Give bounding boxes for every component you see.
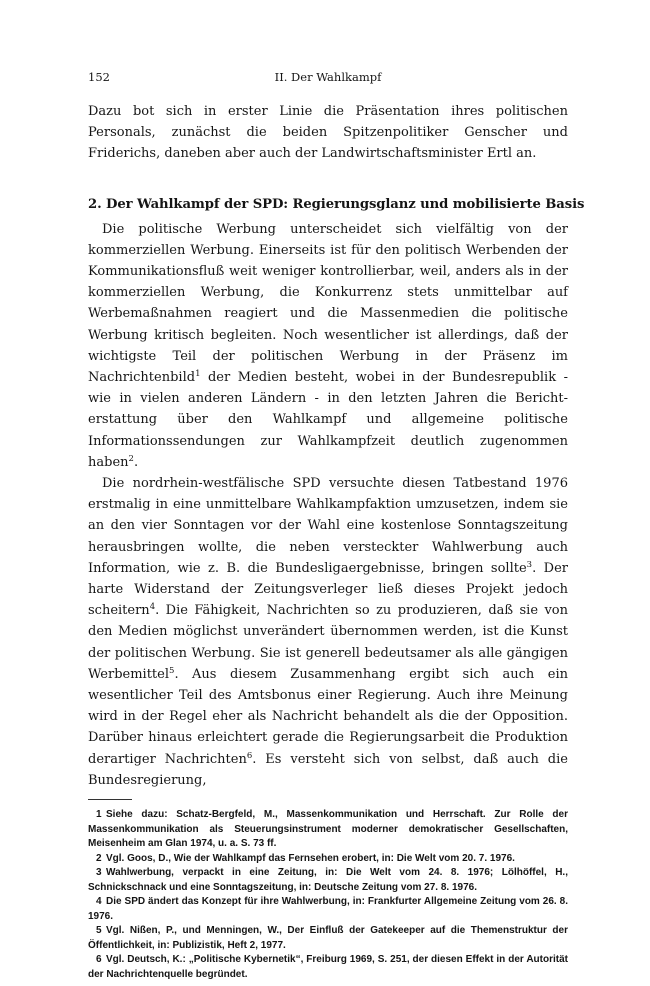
paragraph-text: Die nordrhein-westfälische SPD versuchte diesen Tatbestand 1976 erstmalig in eine unmittelbare Wahlkampfaktion umzusetzen, indem sie an den vier Sonntagen vor der Wahl eine kostenlose Sonntagszeitung herausbringen wollte, die neben versteckter Wahlwerbung auch Information, wie z. B. die Bundesligaergebnisse, bringen sollte [88,476,568,576]
paragraph-text: . Der harte Widerstand der Zeitungsverleger ließ dieses Projekt jedoch scheitern [88,560,568,619]
footnote-number: 2 [96,852,102,864]
footnote-text: Wahlwerbung, verpackt in eine Zeitung, in: Die Welt vom 24. 8. 1976; Lölhöffel, H., Schnickschnack und eine Sonntagszeitung, in: Deutsche Zeitung vom 27. 8. 1976. [88,867,568,893]
footnote-number: 3 [96,867,102,879]
footnote-separator [88,799,132,800]
footnote-text: Die SPD ändert das Konzept für ihre Wahlwerbung, in: Frankfurter Allgemeine Zeitung vom 26. 8. 1976. [88,896,568,922]
footnote [88,953,568,982]
footnote-text: Vgl. Goos, D., Wie der Wahlkampf das Fernsehen erobert, in: Die Welt vom 20. 7. 1976. [106,852,515,864]
footnote-reference-2: 2 [128,453,134,464]
footnote-text: Vgl. Deutsch, K.: „Politische Kybernetik“, Freiburg 1969, S. 251, der diesen Effekt in der Autorität der Nachrichtenquelle begründet. [88,954,568,980]
body-paragraph-2 [88,473,568,791]
intro-paragraph: Dazu bot sich in erster Linie die Präsentation ihres politischen Personals, zunächst die beiden Spitzenpolitiker Genscher und Friderichs, daneben aber auch der Landwirtschaftsminister Ertl an. [88,104,568,162]
paragraph-text: . Es versteht sich von selbst, daß auch die Bundesregierung, [88,751,568,788]
footnote-number: 6 [96,954,102,966]
footnotes [88,808,568,982]
footnote [88,852,568,867]
footnote-text: Siehe dazu: Schatz-Bergfeld, M., Massenkommunikation und Herrschaft. Zur Rolle der Massenkommunikation als Steuerungsinstrument moderner demokratischer Gesellschaften, Meisenheim am Glan 1974, u. a. S. 73 ff. [88,809,568,850]
footnote-text: Vgl. Nißen, P., und Menningen, W., Der Einfluß der Gatekeeper auf die Themenstruktur der Öffentlichkeit, in: Publizistik, Heft 2, 1977. [88,925,568,951]
page-number: 152 [88,70,110,84]
paragraph-text: . Aus diesem Zusammenhang ergibt sich auch ein wesentlicher Teil des Amtsbonus einer Regierung. Auch ihre Meinung wird in der Regel eher als Nachricht behandelt als die der Opposition. Darüber hinaus erleichtert gerade die Regierungsarbeit die Produktion derartiger Nachrichten [88,666,568,767]
footnote-number: 1 [96,809,102,821]
paragraph-text: . [133,454,139,470]
footnote-reference-5: 5 [169,665,175,676]
footnote-number: 5 [96,925,102,937]
book-page [88,70,585,982]
paragraph-text: . Die Fähigkeit, Nachrichten so zu produzieren, daß sie von den Medien möglichst unverändert übernommen werden, ist die Kunst der politischen Werbung. Sie ist generell bedeutsamer als alle gängigen Werbemittel [88,603,568,682]
running-head: II. Der Wahlkampf [274,70,382,84]
footnote [88,866,568,895]
body-paragraph-1 [88,219,568,473]
footnote [88,924,568,953]
footnote-reference-6: 6 [246,750,253,761]
footnote-reference-1: 1 [195,369,201,380]
footnote-reference-4: 4 [149,602,156,613]
page-header [88,70,568,90]
section-heading: 2. Der Wahlkampf der SPD: Regierungsglanz und mobilisierte Basis [88,196,585,212]
paragraph-text: der Medien besteht, wobei in der Bundesrepublik - wie in vielen anderen Ländern - in den letzten Jahren die Berichterstattung über den Wahlkampf und allgemeine politische Informationssendungen zur Wahlkampfzeit deutlich zugenommen haben [88,370,568,470]
footnote [88,895,568,924]
footnote-number: 4 [96,896,102,908]
footnote-reference-3: 3 [526,559,533,570]
footnote [88,808,568,852]
paragraph-text: Die politische Werbung unterscheidet sich vielfältig von der kommerziellen Werbung. Einerseits ist für den politisch Werbenden der Kommunikationsfluß weit weniger kontrollierbar, weil, anders als in der kommerziellen Werbung, die Konkurrenz stets unmittelbar auf Werbemaßnahmen reagiert und die Massenmedien die politische Werbung kritisch begleiten. Noch wesentlicher ist allerdings, daß der wichtigste Teil der politischen Werbung in der Präsenz im Nachrichtenbild [88,221,568,386]
